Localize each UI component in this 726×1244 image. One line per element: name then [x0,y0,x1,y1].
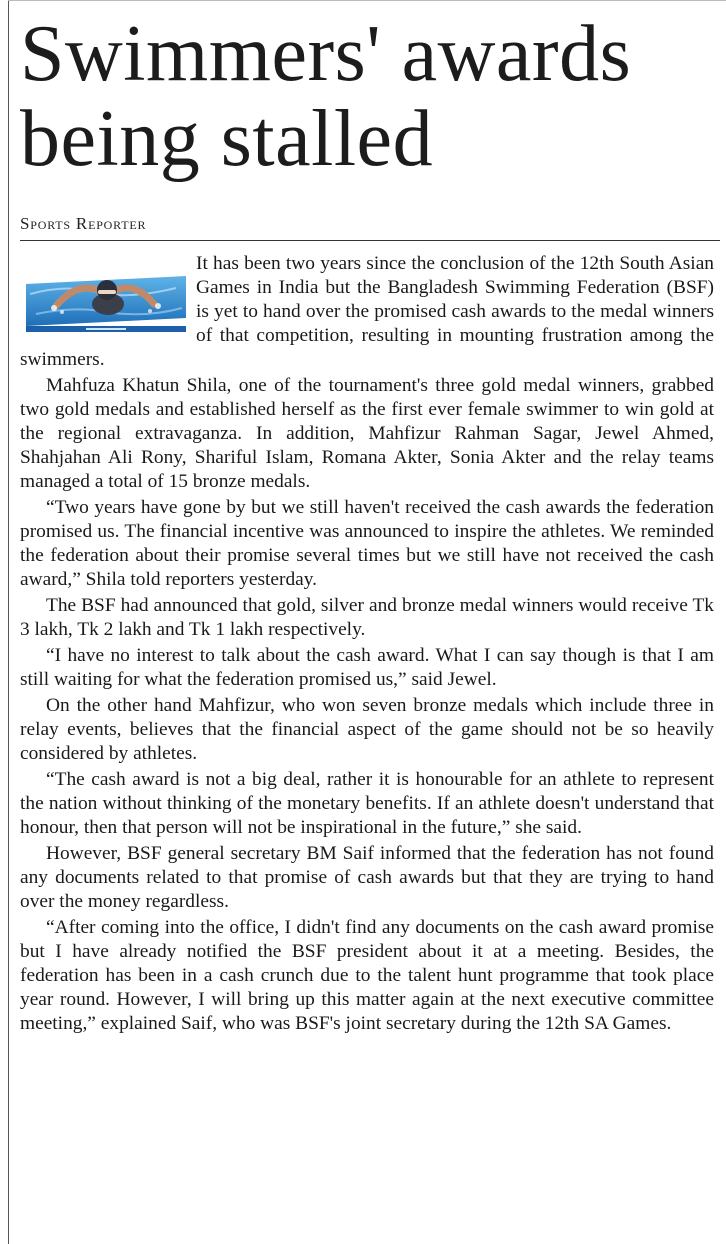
swimmer-photo [26,254,186,338]
byline-rule [20,240,720,241]
paragraph-6: On the other hand Mahfizur, who won seven bronze medals which include three in relay events, believes that the financial aspect of the game should not be so heavily considered by athletes. [20,695,714,764]
paragraph-3: “Two years have gone by but we still haven't received the cash awards the federation promised us. The financial incentive was announced to inspire the athletes. We reminded the federation about their promise several times but we still have not received the cash award,” Shila told reporters yesterday. [20,497,714,590]
article-body [20,252,714,1038]
byline: Sports Reporter [20,214,147,233]
paragraph-1: It has been two years since the conclusion of the 12th South Asian Games in India but the Bangladesh Swimming Federation (BSF) is yet to hand over the promised cash awards to the medal winners of that competition, resulting in mounting frustration among the swimmers. [20,253,714,370]
paragraph-7: “The cash award is not a big deal, rather it is honourable for an athlete to represent the nation without thinking of the monetary benefits. If an athlete doesn't understand that honour, then that person will not be inspirational in the future,” she said. [20,769,714,838]
paragraph-2: Mahfuza Khatun Shila, one of the tournament's three gold medal winners, grabbed two gold medals and established herself as the first ever female swimmer to win gold at the regional extravaganza. In addition, Mahfizur Rahman Sagar, Jewel Ahmed, Shahjahan Ali Rony, Shariful Islam, Romana Akter, Sonia Akter and the relay teams managed a total of 15 bronze medals. [20,375,714,492]
paragraph-9: “After coming into the office, I didn't find any documents on the cash award promise but I have already notified the BSF president about it at a meeting. Besides, the federation has been in a cash crunch due to the talent hunt programme that took place year round. However, I will bring up this matter again at the next executive committee meeting,” explained Saif, who was BSF's joint secretary during the 12th SA Games. [20,917,714,1034]
paragraph-4: The BSF had announced that gold, silver and bronze medal winners would receive Tk 3 lakh, Tk 2 lakh and Tk 1 lakh respectively. [20,595,714,640]
paragraph-5: “I have no interest to talk about the cash award. What I can say though is that I am still waiting for what the federation promised us,” said Jewel. [20,645,714,690]
paragraph-8: However, BSF general secretary BM Saif informed that the federation has not found any documents related to that promise of cash awards but that they are trying to hand over the money regardless. [20,843,714,912]
swimmer-photo-icon [26,254,186,338]
column-rule [8,0,9,1244]
headline: Swimmers' awards being stalled [20,10,632,183]
top-rule [8,0,726,1]
